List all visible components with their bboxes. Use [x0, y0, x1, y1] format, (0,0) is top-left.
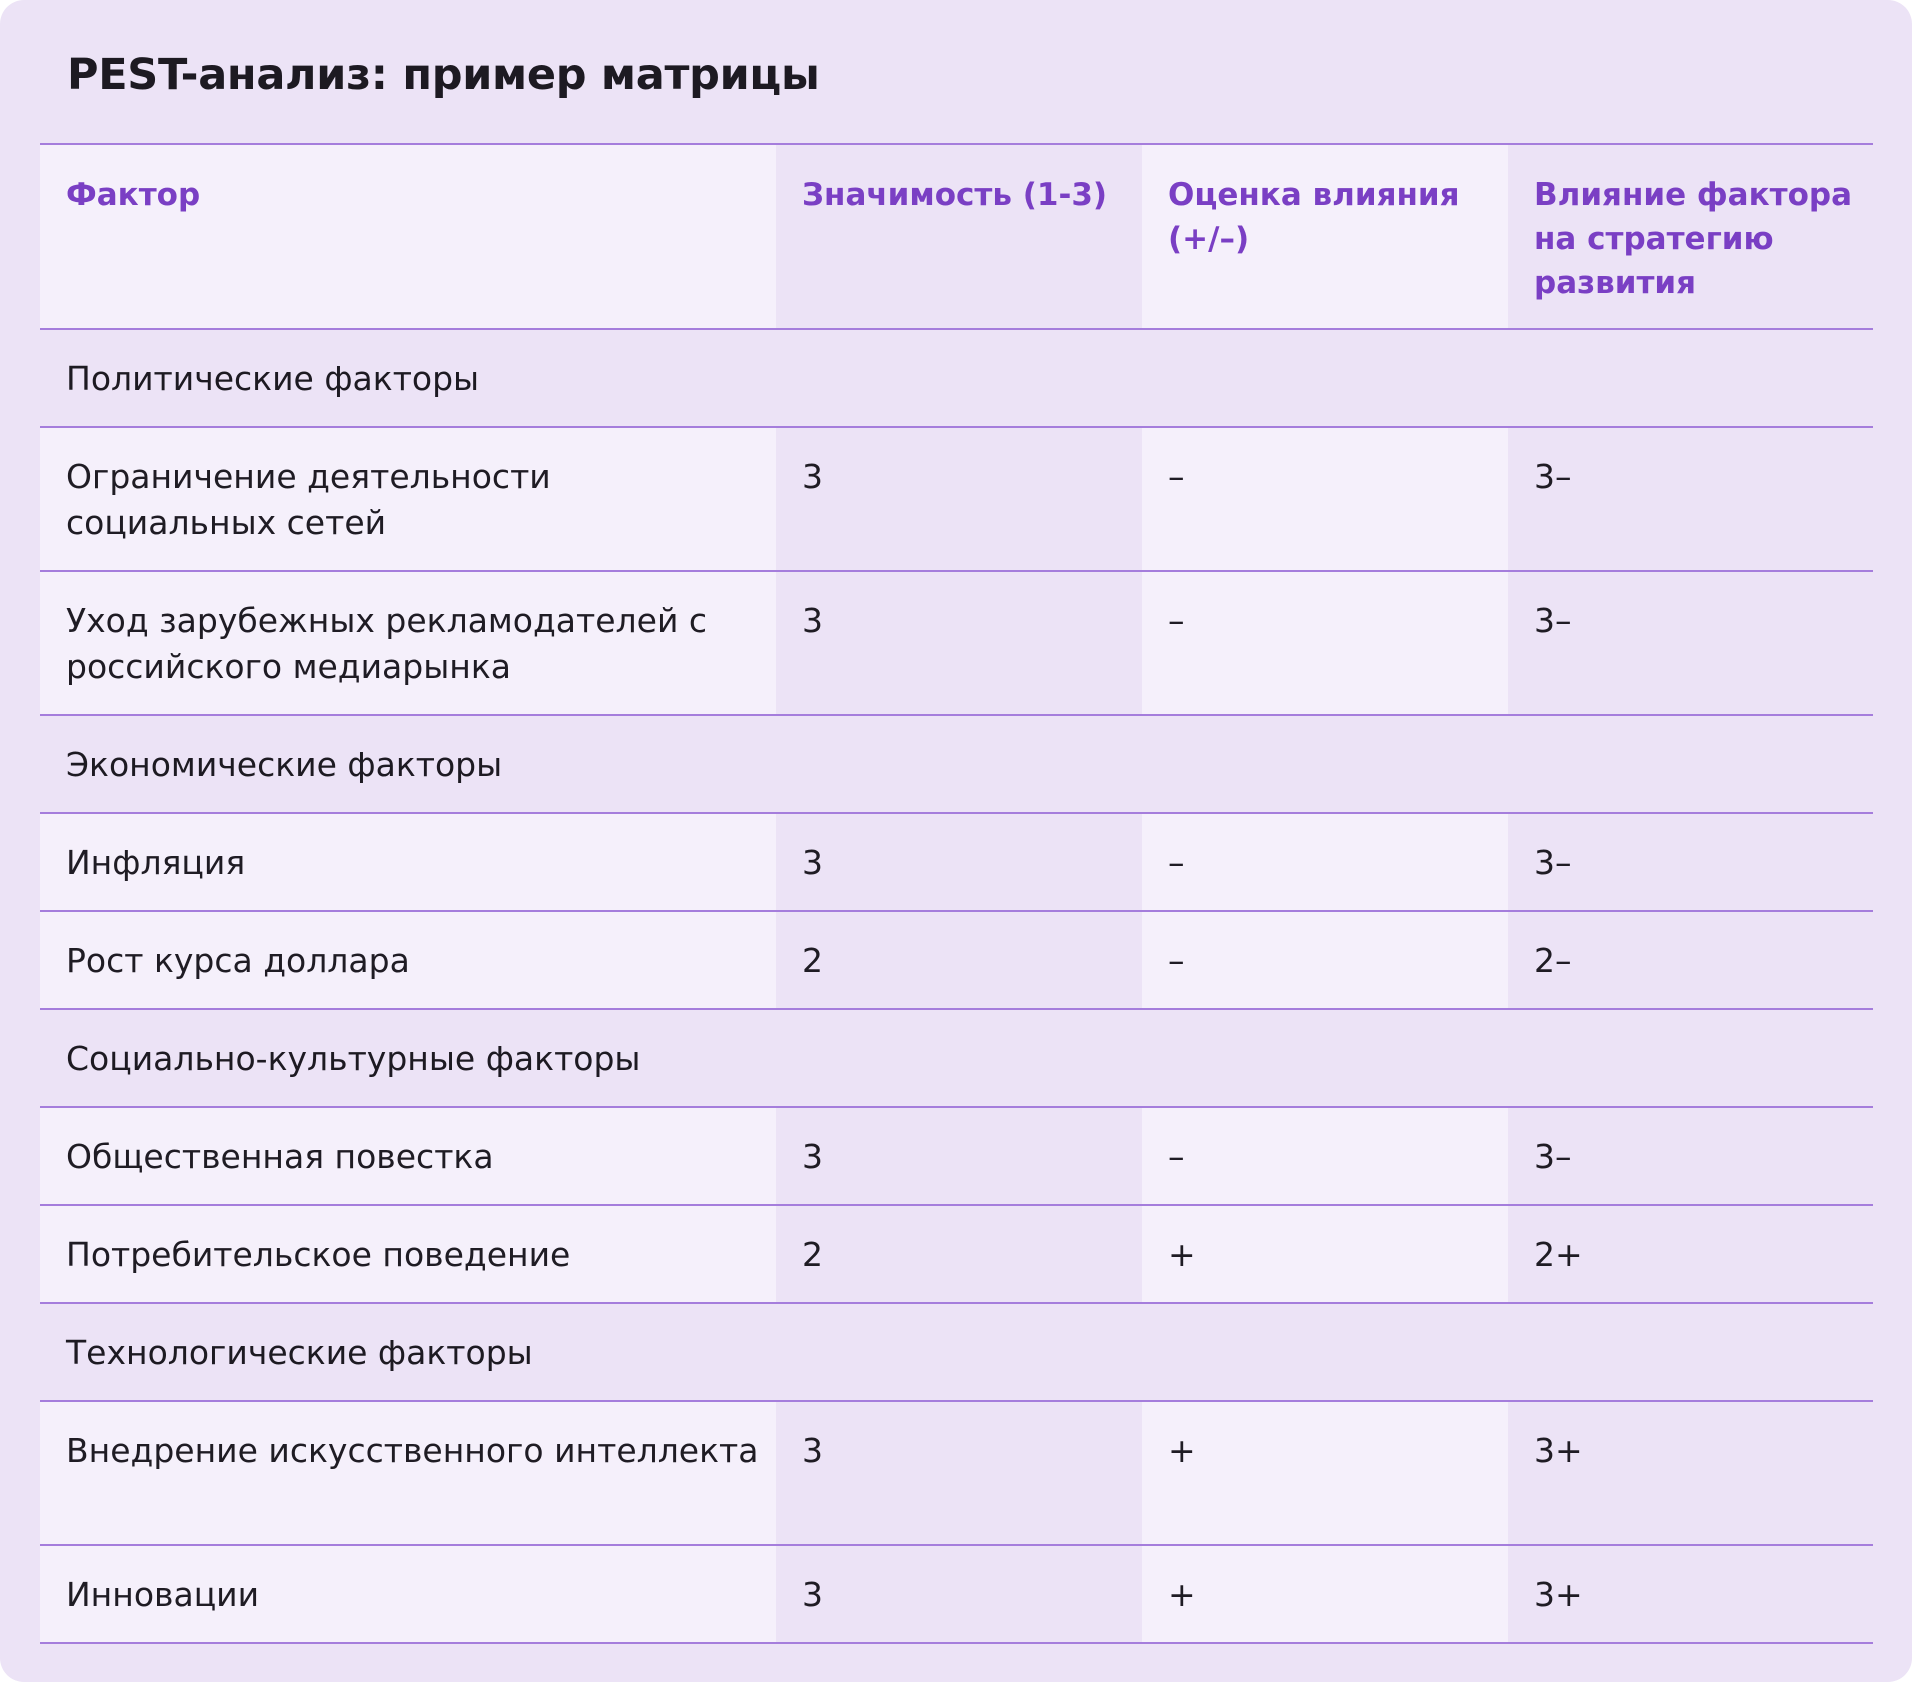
table-row [40, 911, 1873, 1009]
table-row [40, 1401, 1873, 1545]
impact-cell: 3– [1508, 813, 1873, 911]
impact-cell: 3+ [1508, 1401, 1873, 1545]
assessment-cell: – [1142, 1107, 1508, 1205]
factor-cell: Внедрение искусственного интеллекта [40, 1401, 776, 1545]
impact-cell: 3– [1508, 427, 1873, 571]
factor-cell: Рост курса доллара [40, 911, 776, 1009]
section-title: Политические факторы [40, 329, 1873, 427]
header-strategy-impact: Влияние фактора на стратегию развития [1508, 144, 1873, 329]
impact-cell: 3– [1508, 571, 1873, 715]
section-row-social [40, 1009, 1873, 1107]
assessment-cell: + [1142, 1545, 1508, 1643]
factor-cell: Потребительское поведение [40, 1205, 776, 1303]
factor-cell: Уход зарубежных рекламодателей с российского медиарынка [40, 571, 776, 715]
factor-cell: Инновации [40, 1545, 776, 1643]
section-row-political [40, 329, 1873, 427]
table-row [40, 813, 1873, 911]
table-header-row [40, 144, 1873, 329]
significance-cell: 3 [776, 427, 1142, 571]
table-row [40, 1545, 1873, 1643]
impact-cell: 2– [1508, 911, 1873, 1009]
table-row [40, 571, 1873, 715]
header-assessment: Оценка влияния (+/–) [1142, 144, 1508, 329]
header-factor: Фактор [40, 144, 776, 329]
significance-cell: 3 [776, 571, 1142, 715]
significance-cell: 2 [776, 1205, 1142, 1303]
factor-cell: Общественная повестка [40, 1107, 776, 1205]
section-row-economic [40, 715, 1873, 813]
assessment-cell: – [1142, 571, 1508, 715]
factor-cell: Ограничение деятельности социальных сетей [40, 427, 776, 571]
assessment-cell: – [1142, 813, 1508, 911]
factor-cell: Инфляция [40, 813, 776, 911]
table-row [40, 427, 1873, 571]
section-row-technological [40, 1303, 1873, 1401]
significance-cell: 3 [776, 1401, 1142, 1545]
table-row [40, 1205, 1873, 1303]
impact-cell: 3+ [1508, 1545, 1873, 1643]
section-title: Экономические факторы [40, 715, 1873, 813]
section-title: Технологические факторы [40, 1303, 1873, 1401]
impact-cell: 2+ [1508, 1205, 1873, 1303]
assessment-cell: – [1142, 911, 1508, 1009]
significance-cell: 3 [776, 1107, 1142, 1205]
assessment-cell: – [1142, 427, 1508, 571]
impact-cell: 3– [1508, 1107, 1873, 1205]
significance-cell: 3 [776, 1545, 1142, 1643]
assessment-cell: + [1142, 1401, 1508, 1545]
pest-matrix-table [40, 143, 1873, 1644]
page-title: PEST-анализ: пример матрицы [67, 50, 820, 100]
table-row [40, 1107, 1873, 1205]
header-significance: Значимость (1-3) [776, 144, 1142, 329]
section-title: Социально-культурные факторы [40, 1009, 1873, 1107]
significance-cell: 2 [776, 911, 1142, 1009]
significance-cell: 3 [776, 813, 1142, 911]
assessment-cell: + [1142, 1205, 1508, 1303]
